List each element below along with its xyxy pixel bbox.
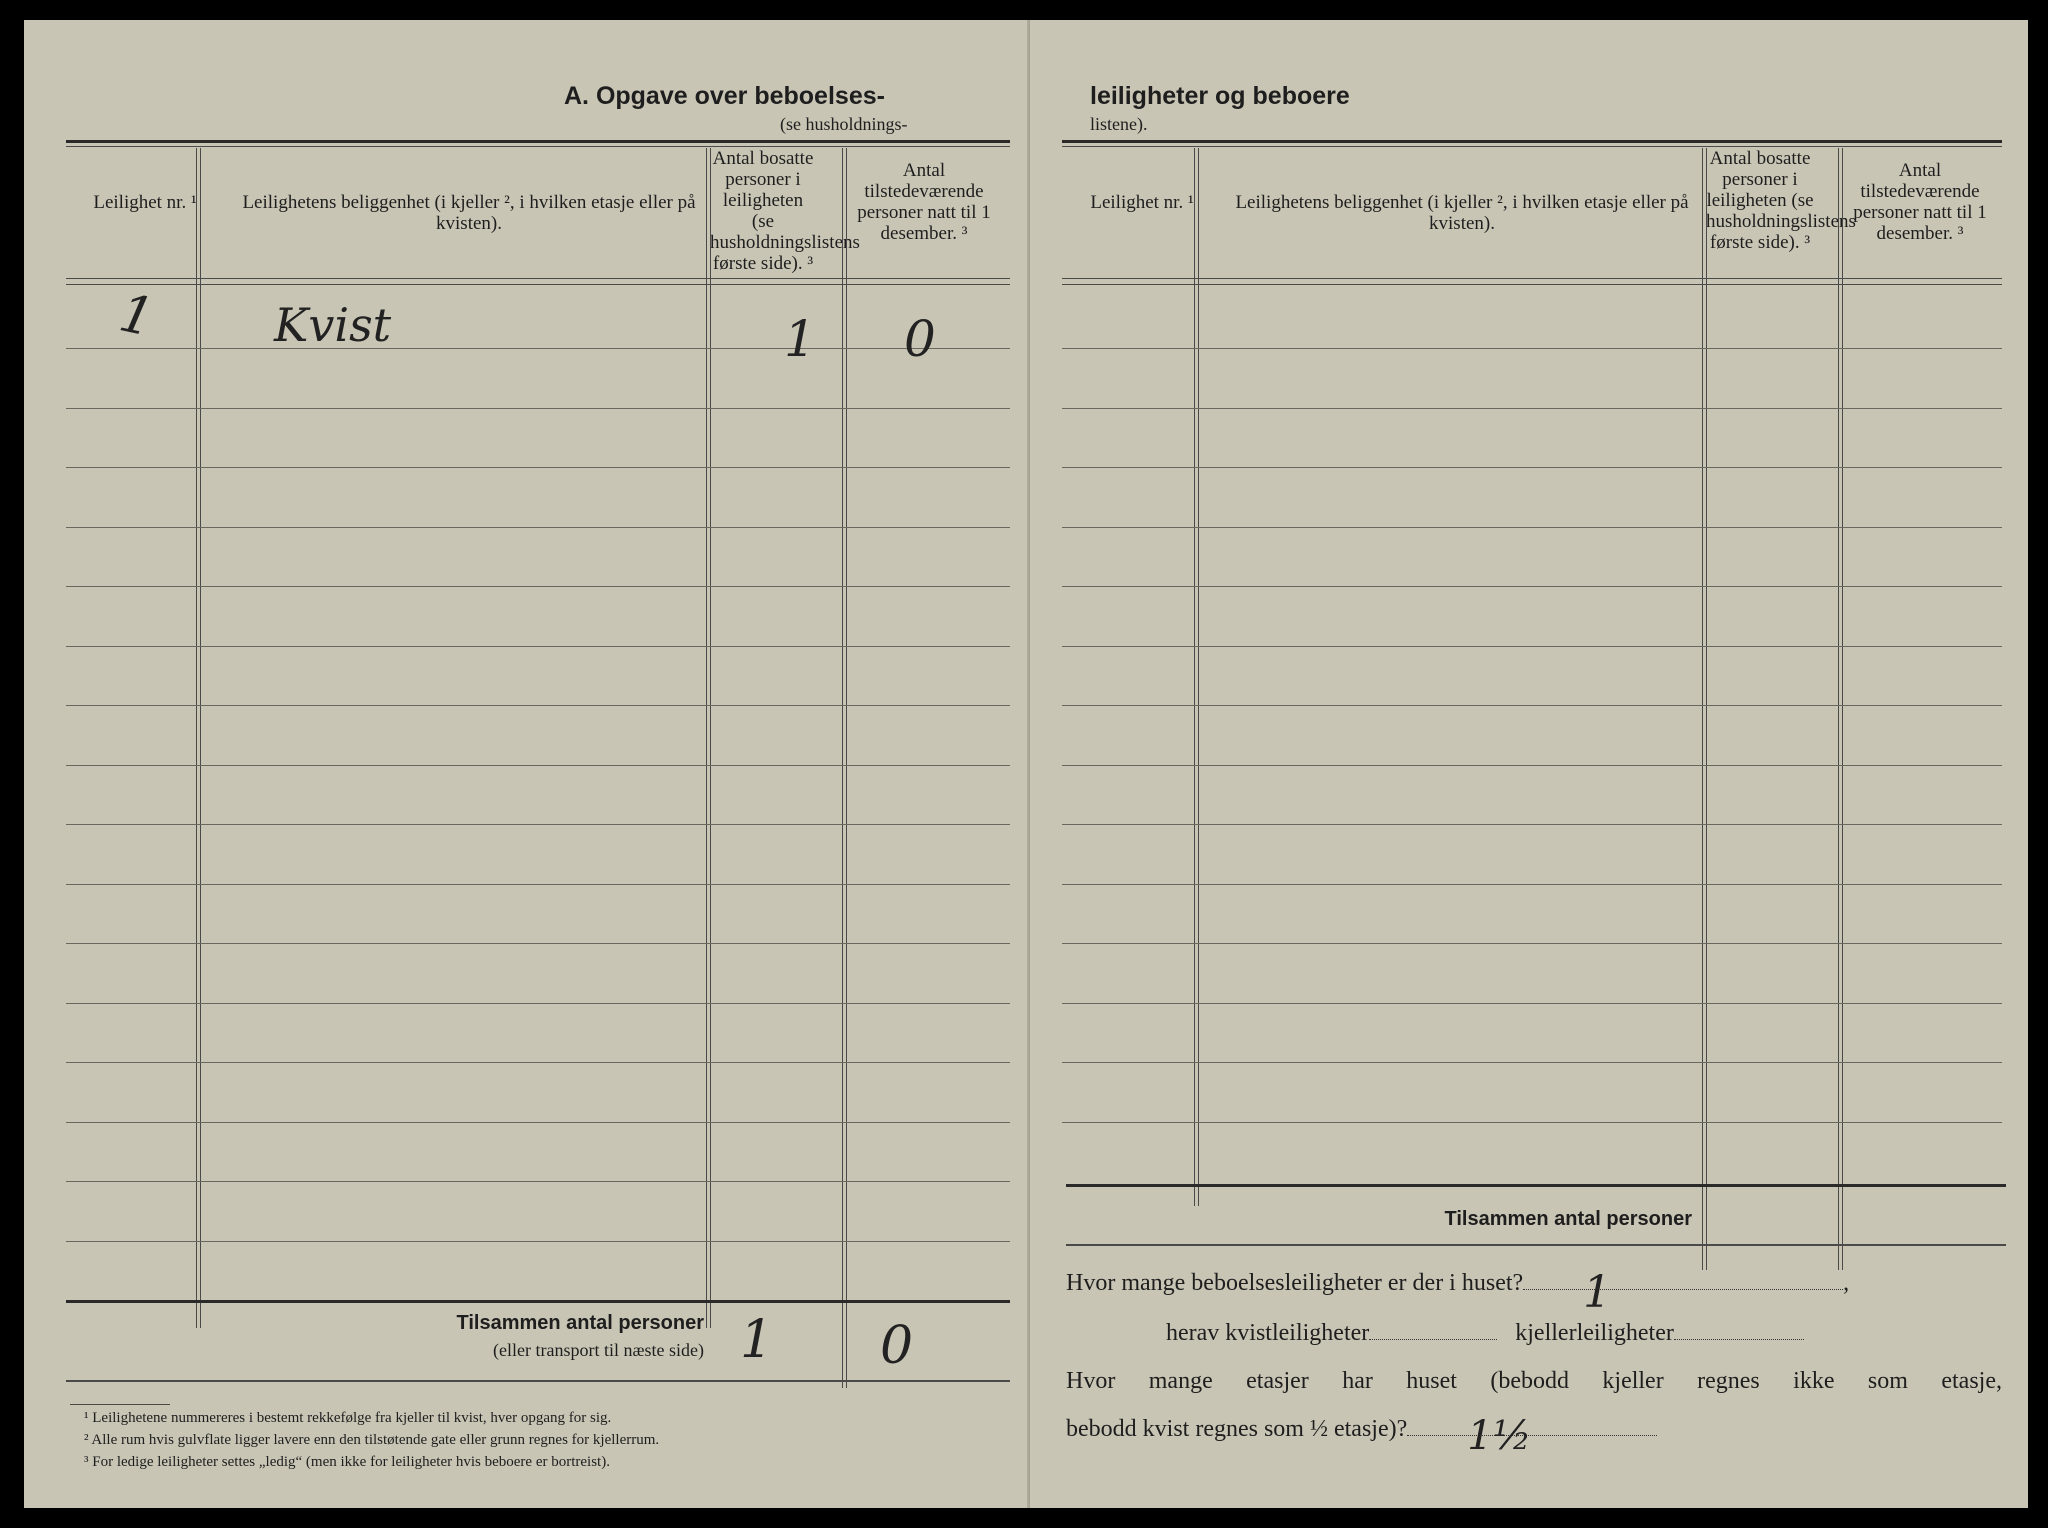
table-row-line: [66, 1241, 1010, 1242]
footnote-2: ² Alle rum hvis gulvflate ligger lavere enn den tilstøtende gate eller grunn regnes for kjellerrum.: [84, 1432, 660, 1448]
table-row-line: [66, 527, 1010, 528]
basement-apartments-label: kjellerleiligheter: [1515, 1320, 1674, 1346]
right-total-rule: [1066, 1184, 2006, 1187]
table-row-line: [66, 586, 1010, 587]
left-page: [24, 20, 1030, 1508]
right-col-divider-1: [1194, 148, 1199, 1206]
table-row-line: [66, 765, 1010, 766]
table-row-line: [1062, 824, 2002, 825]
right-total-label: Tilsammen antal personer: [1444, 1208, 1692, 1230]
header-top-rule: [66, 140, 1010, 143]
row1-location: Kvist: [274, 298, 392, 352]
header-bottom-rule-2: [66, 284, 1010, 285]
row1-nr: 1: [114, 283, 159, 349]
question-floors-line2: [1066, 1413, 1657, 1459]
table-row-line: [1062, 943, 2002, 944]
table-row-line: [66, 467, 1010, 468]
right-col-header-resident: Antal bosatte personer i leiligheten (se husholdningslistens første side). ³: [1706, 148, 1856, 253]
right-col-divider-2: [1702, 148, 1707, 1270]
col-divider-1: [196, 148, 201, 1328]
total-resident: 1: [740, 1310, 774, 1370]
right-col-header-present: Antal tilstedeværende personer natt til 1 desember. ³: [1853, 160, 1987, 244]
row1-resident: 1: [784, 310, 816, 368]
table-row-line: [1062, 467, 2002, 468]
footnote-1: ¹ Leilighetene nummereres i bestemt rekkefølge fra kjeller til kvist, hver opgang for sig.: [84, 1410, 612, 1426]
table-row-line: [1062, 884, 2002, 885]
right-col-header-nr: Leilighet nr. ¹: [1090, 192, 1194, 213]
basement-apartments-field: [1674, 1339, 1804, 1340]
row1-present: 0: [904, 310, 936, 368]
table-row-line: [66, 646, 1010, 647]
footnote-rule: [70, 1404, 170, 1405]
total-rule: [66, 1300, 1010, 1303]
left-subtitle: (se husholdnings-: [780, 114, 908, 134]
right-title: leiligheter og beboere: [1090, 82, 1350, 110]
question-apartments-field: [1523, 1267, 1843, 1318]
right-col-header-location: Leilighetens beliggenhet (i kjeller ², i hvilken etasje eller på kvisten).: [1235, 192, 1689, 234]
attic-apartments-label: herav kvistleiligheter: [1166, 1320, 1370, 1346]
table-row-line: [1062, 1003, 2002, 1004]
question-apartments-text: Hvor mange beboelsesleiligheter er der i huset?: [1066, 1270, 1524, 1296]
col-header-location: Leilighetens beliggenhet (i kjeller ², i hvilken etasje eller på kvisten).: [242, 192, 696, 234]
right-col-divider-3: [1838, 148, 1843, 1270]
table-row-line: [66, 348, 1010, 349]
table-row-line: [1062, 1122, 2002, 1123]
right-header-bottom-rule: [1062, 278, 2002, 279]
table-row-line: [1062, 705, 2002, 706]
question-attic-basement: [1166, 1320, 1804, 1347]
table-row-line: [66, 1062, 1010, 1063]
left-title: A. Opgave over beboelses-: [564, 82, 885, 110]
table-row-line: [66, 705, 1010, 706]
question-floors-line1: Hvor mange etasjer har huset (bebodd kjeller regnes ikke som etasje,: [1066, 1368, 2002, 1394]
right-header-top-rule: [1062, 140, 2002, 143]
col-header-nr: Leilighet nr. ¹: [93, 192, 197, 213]
header-top-rule-thin: [66, 146, 1010, 147]
col-divider-2: [706, 148, 711, 1328]
left-total-sub: (eller transport til næste side): [493, 1340, 704, 1360]
attic-apartments-field: [1369, 1339, 1497, 1340]
table-row-line: [1062, 765, 2002, 766]
right-header-top-rule-thin: [1062, 146, 2002, 147]
table-row-line: [1062, 348, 2002, 349]
right-total-bottom-rule: [1066, 1244, 2006, 1246]
right-page: [1030, 20, 2028, 1508]
table-row-line: [66, 408, 1010, 409]
table-row-line: [1062, 646, 2002, 647]
total-present: 0: [880, 1316, 914, 1376]
total-bottom-rule: [66, 1380, 1010, 1382]
question-floors-answer: 1½: [1467, 1413, 1532, 1459]
table-row-line: [66, 884, 1010, 885]
right-header-bottom-rule-2: [1062, 284, 2002, 285]
table-row-line: [1062, 527, 2002, 528]
right-subtitle: listene).: [1090, 114, 1148, 134]
question-apartments-answer: 1: [1583, 1267, 1612, 1318]
col-header-resident: Antal bosatte personer i leiligheten (se husholdningslistens første side). ³: [710, 148, 860, 274]
col-divider-3: [842, 148, 847, 1388]
col-header-present: Antal tilstedeværende personer natt til 1 desember. ³: [857, 160, 991, 244]
question-apartments: Hvor mange beboelsesleiligheter er der i huset? 1 ,: [1066, 1267, 1850, 1318]
header-bottom-rule: [66, 278, 1010, 279]
table-row-line: [66, 824, 1010, 825]
table-row-line: [66, 943, 1010, 944]
table-row-line: [1062, 586, 2002, 587]
table-row-line: [1062, 408, 2002, 409]
table-row-line: [1062, 1062, 2002, 1063]
table-row-line: [66, 1181, 1010, 1182]
question-floors-text: bebodd kvist regnes som ½ etasje)?: [1066, 1416, 1408, 1442]
footnote-3: ³ For ledige leiligheter settes „ledig“ (men ikke for leiligheter hvis beboere er bortreist).: [84, 1454, 610, 1470]
table-row-line: [66, 1122, 1010, 1123]
table-row-line: [66, 1003, 1010, 1004]
question-floors-field: [1407, 1413, 1657, 1459]
left-total-label: Tilsammen antal personer: [456, 1312, 704, 1334]
